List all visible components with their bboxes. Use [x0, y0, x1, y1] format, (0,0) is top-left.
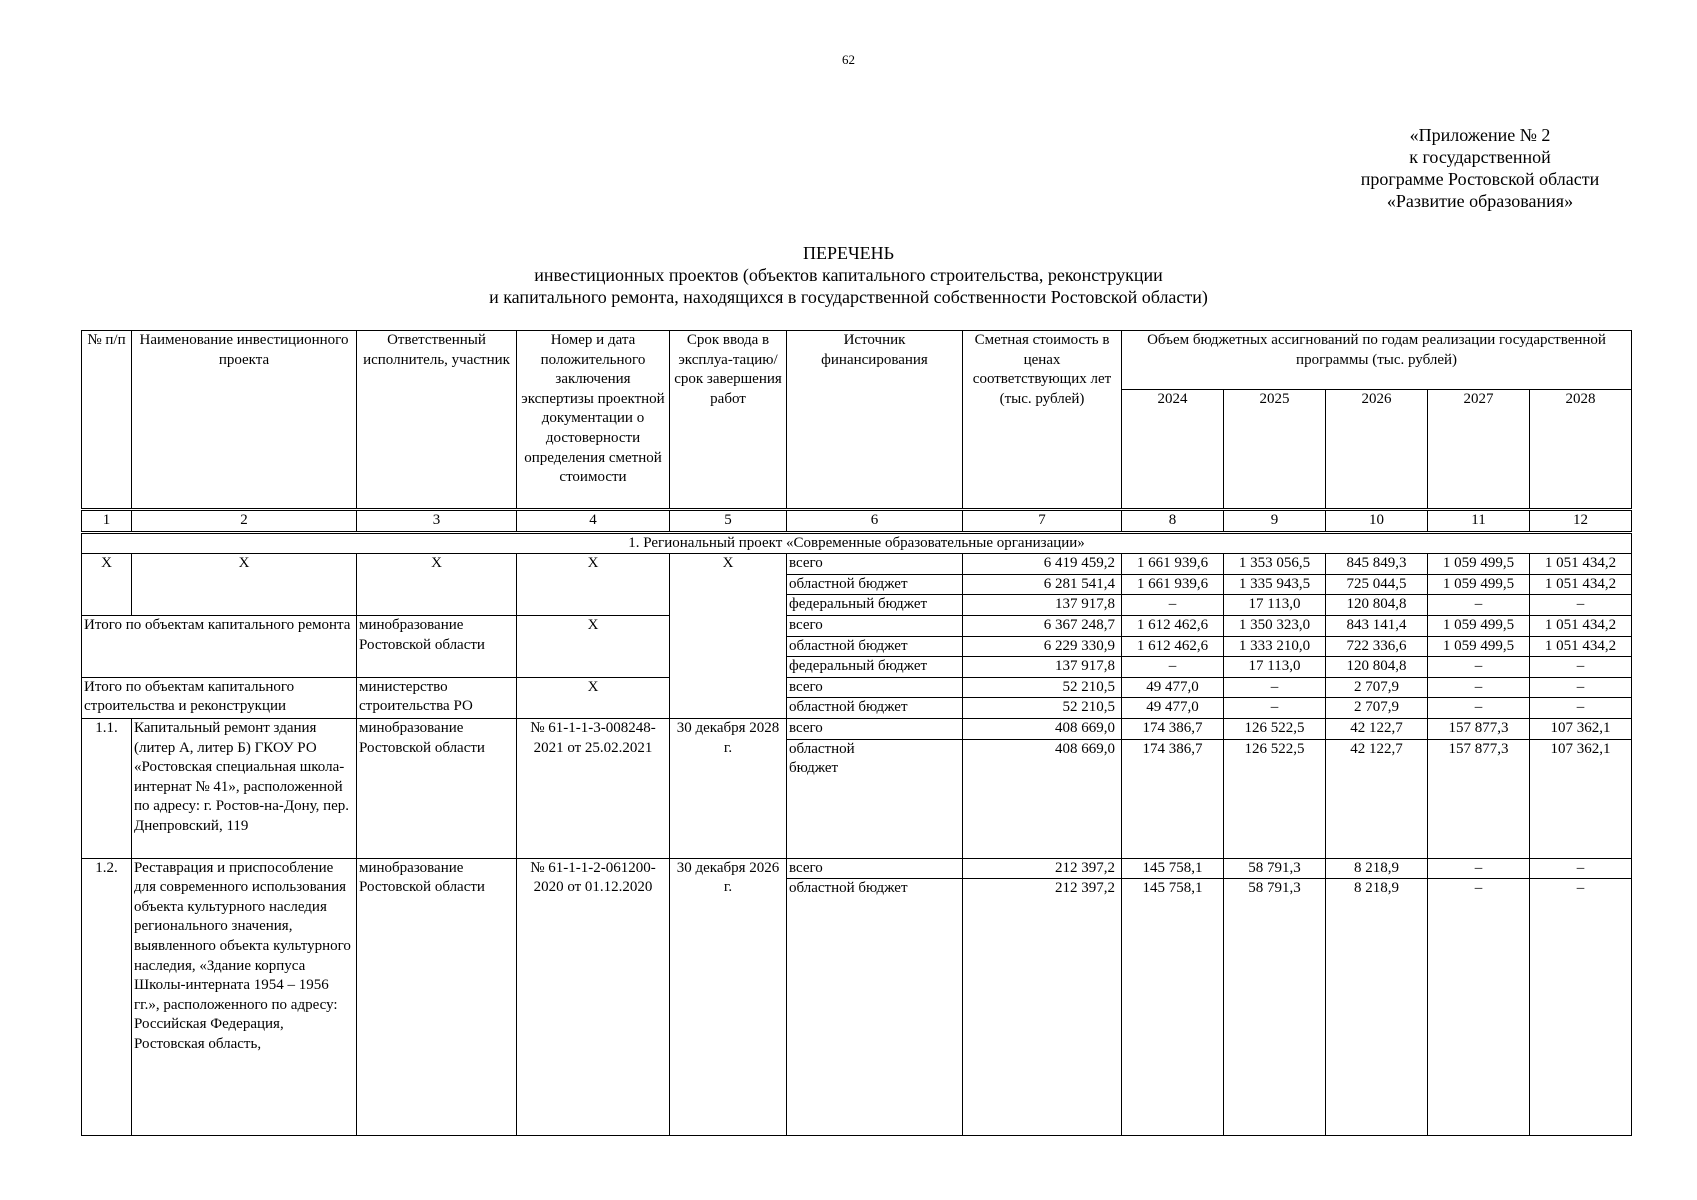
value-cell: – [1530, 858, 1632, 879]
value-cell: 1 335 943,5 [1224, 574, 1326, 595]
value-cell: 843 141,4 [1326, 615, 1428, 636]
table-row [82, 858, 1632, 879]
value-cell: 8 218,9 [1326, 879, 1428, 1136]
value-cell: – [1530, 595, 1632, 616]
value-cell: 58 791,3 [1224, 879, 1326, 1136]
value-cell: 126 522,5 [1224, 718, 1326, 739]
value-cell: 2 707,9 [1326, 677, 1428, 698]
value-cell: 137 917,8 [963, 657, 1122, 678]
value-cell: 58 791,3 [1224, 858, 1326, 879]
value-cell: – [1530, 879, 1632, 1136]
header-year: 2028 [1530, 390, 1632, 510]
value-cell: 157 877,3 [1428, 718, 1530, 739]
value-cell: 725 044,5 [1326, 574, 1428, 595]
construction-executor: министерство строительства РО [357, 677, 517, 718]
column-number: 2 [132, 510, 357, 533]
value-cell: 49 477,0 [1122, 698, 1224, 719]
header-year: 2024 [1122, 390, 1224, 510]
value-cell: – [1428, 858, 1530, 879]
source-cell: всего [787, 615, 963, 636]
section-title: 1. Региональный проект «Современные образовательные организации» [82, 532, 1632, 554]
column-number: 3 [357, 510, 517, 533]
header-budget: Объем бюджетных ассигнований по годам реализации государственной программы (тыс. рублей) [1122, 331, 1632, 390]
title-line: инвестиционных проектов (объектов капитального строительства, реконструкции [534, 265, 1163, 285]
capital-repair-executor: минобразование Ростовской области [357, 615, 517, 677]
value-cell: 1 051 434,2 [1530, 554, 1632, 575]
header-term: Срок ввода в эксплуа-тацию/срок завершения работ [670, 331, 787, 510]
source-cell: всего [787, 677, 963, 698]
project-term: 30 декабря 2028 г. [670, 718, 787, 858]
value-cell: 1 661 939,6 [1122, 574, 1224, 595]
value-cell: 2 707,9 [1326, 698, 1428, 719]
value-cell: 1 059 499,5 [1428, 636, 1530, 657]
document-title [0, 242, 1697, 308]
section-row [82, 532, 1632, 554]
value-cell: 52 210,5 [963, 677, 1122, 698]
x-mark: Х [82, 554, 132, 616]
value-cell: 408 669,0 [963, 718, 1122, 739]
value-cell: 1 059 499,5 [1428, 615, 1530, 636]
column-number: 12 [1530, 510, 1632, 533]
source-cell [787, 739, 963, 858]
value-cell: 6 419 459,2 [963, 554, 1122, 575]
column-number: 7 [963, 510, 1122, 533]
value-cell: – [1530, 677, 1632, 698]
column-numbers-row [82, 510, 1632, 533]
construction-name: Итого по объектам капитального строительства и реконструкции [82, 677, 357, 718]
table-header-row [82, 331, 1632, 390]
value-cell: – [1122, 657, 1224, 678]
appendix-line: «Приложение № 2 [1409, 125, 1551, 145]
value-cell: 1 059 499,5 [1428, 554, 1530, 575]
source-text: областной бюджет [789, 740, 855, 777]
column-number: 1 [82, 510, 132, 533]
project-expertise: № 61-1-1-3-008248-2021 от 25.02.2021 [517, 718, 670, 858]
project-name: Реставрация и приспособление для современного использования объекта культурного наследия регионального значения, выявленного объекта культурного наследия, «Здание корпуса Школы-интерната 1954 – 1956 гг.», расположенного по адресу: Российская Федерация, Ростовская область, [132, 858, 357, 1136]
column-number: 4 [517, 510, 670, 533]
header-year: 2026 [1326, 390, 1428, 510]
value-cell: – [1224, 677, 1326, 698]
column-number: 11 [1428, 510, 1530, 533]
value-cell: – [1428, 698, 1530, 719]
appendix-line: «Развитие образования» [1386, 191, 1574, 211]
appendix-note [1310, 124, 1650, 212]
column-number: 5 [670, 510, 787, 533]
value-cell: 137 917,8 [963, 595, 1122, 616]
value-cell: – [1530, 698, 1632, 719]
value-cell: 145 758,1 [1122, 858, 1224, 879]
appendix-line: к государственной [1409, 147, 1551, 167]
table-row [82, 677, 1632, 698]
x-mark: Х [517, 677, 670, 718]
project-executor: минобразование Ростовской области [357, 858, 517, 1136]
column-number: 10 [1326, 510, 1428, 533]
header-name: Наименование инвестиционного проекта [132, 331, 357, 510]
value-cell: 157 877,3 [1428, 739, 1530, 858]
source-cell: областной бюджет [787, 574, 963, 595]
value-cell: – [1122, 595, 1224, 616]
project-term: 30 декабря 2026 г. [670, 858, 787, 1136]
value-cell: 845 849,3 [1326, 554, 1428, 575]
header-executor: Ответственный исполнитель, участник [357, 331, 517, 510]
value-cell: 1 612 462,6 [1122, 615, 1224, 636]
value-cell: 1 333 210,0 [1224, 636, 1326, 657]
project-executor: минобразование Ростовской области [357, 718, 517, 858]
value-cell: 17 113,0 [1224, 595, 1326, 616]
value-cell: 145 758,1 [1122, 879, 1224, 1136]
source-cell: всего [787, 858, 963, 879]
value-cell: 120 804,8 [1326, 595, 1428, 616]
value-cell: 212 397,2 [963, 879, 1122, 1136]
value-cell: 174 386,7 [1122, 739, 1224, 858]
value-cell: 120 804,8 [1326, 657, 1428, 678]
project-num: 1.2. [82, 858, 132, 1136]
value-cell: – [1428, 595, 1530, 616]
value-cell: 52 210,5 [963, 698, 1122, 719]
header-year: 2027 [1428, 390, 1530, 510]
x-mark: Х [517, 554, 670, 616]
value-cell: 42 122,7 [1326, 739, 1428, 858]
capital-repair-name: Итого по объектам капитального ремонта [82, 615, 357, 677]
value-cell: 1 059 499,5 [1428, 574, 1530, 595]
project-expertise: № 61-1-1-2-061200-2020 от 01.12.2020 [517, 858, 670, 1136]
value-cell: 1 612 462,6 [1122, 636, 1224, 657]
value-cell: – [1428, 879, 1530, 1136]
header-source: Источник финансирования [787, 331, 963, 510]
investment-projects-table [81, 330, 1632, 1136]
table-row [82, 615, 1632, 636]
column-number: 8 [1122, 510, 1224, 533]
value-cell: 1 353 056,5 [1224, 554, 1326, 575]
value-cell: 408 669,0 [963, 739, 1122, 858]
source-cell: всего [787, 718, 963, 739]
x-mark: Х [517, 615, 670, 677]
value-cell: – [1530, 657, 1632, 678]
value-cell: 212 397,2 [963, 858, 1122, 879]
value-cell: 126 522,5 [1224, 739, 1326, 858]
value-cell: 6 367 248,7 [963, 615, 1122, 636]
appendix-line: программе Ростовской области [1360, 169, 1600, 189]
column-number: 6 [787, 510, 963, 533]
page-number: 62 [842, 52, 855, 67]
table-row [82, 554, 1632, 575]
header-expertise: Номер и дата положительного заключения экспертизы проектной документации о достоверности определения сметной стоимости [517, 331, 670, 510]
value-cell: 1 350 323,0 [1224, 615, 1326, 636]
value-cell: 107 362,1 [1530, 739, 1632, 858]
value-cell: 42 122,7 [1326, 718, 1428, 739]
value-cell: – [1224, 698, 1326, 719]
value-cell: – [1428, 657, 1530, 678]
title-line: ПЕРЕЧЕНЬ [802, 243, 895, 263]
source-cell: федеральный бюджет [787, 657, 963, 678]
value-cell: 1 051 434,2 [1530, 636, 1632, 657]
column-number: 9 [1224, 510, 1326, 533]
header-year: 2025 [1224, 390, 1326, 510]
value-cell: 6 281 541,4 [963, 574, 1122, 595]
x-mark: Х [357, 554, 517, 616]
value-cell: 17 113,0 [1224, 657, 1326, 678]
value-cell: 8 218,9 [1326, 858, 1428, 879]
source-cell: федеральный бюджет [787, 595, 963, 616]
x-mark: Х [670, 554, 787, 719]
source-cell: областной бюджет [787, 698, 963, 719]
source-cell: всего [787, 554, 963, 575]
project-name: Капитальный ремонт здания (литер А, литер Б) ГКОУ РО «Ростовская специальная школа-интернат № 41», расположенной по адресу: г. Ростов-на-Дону, пер. Днепровский, 119 [132, 718, 357, 858]
value-cell: 1 051 434,2 [1530, 615, 1632, 636]
table-row [82, 718, 1632, 739]
value-cell: 1 661 939,6 [1122, 554, 1224, 575]
x-mark: Х [132, 554, 357, 616]
value-cell: 6 229 330,9 [963, 636, 1122, 657]
value-cell: 174 386,7 [1122, 718, 1224, 739]
value-cell: 107 362,1 [1530, 718, 1632, 739]
source-cell: областной бюджет [787, 636, 963, 657]
header-cost: Сметная стоимость в ценах соответствующих лет (тыс. рублей) [963, 331, 1122, 510]
value-cell: 49 477,0 [1122, 677, 1224, 698]
header-num: № п/п [82, 331, 132, 510]
title-line: и капитального ремонта, находящихся в государственной собственности Ростовской области) [489, 287, 1208, 307]
value-cell: 1 051 434,2 [1530, 574, 1632, 595]
project-num: 1.1. [82, 718, 132, 858]
value-cell: – [1428, 677, 1530, 698]
source-cell: областной бюджет [787, 879, 963, 1136]
value-cell: 722 336,6 [1326, 636, 1428, 657]
